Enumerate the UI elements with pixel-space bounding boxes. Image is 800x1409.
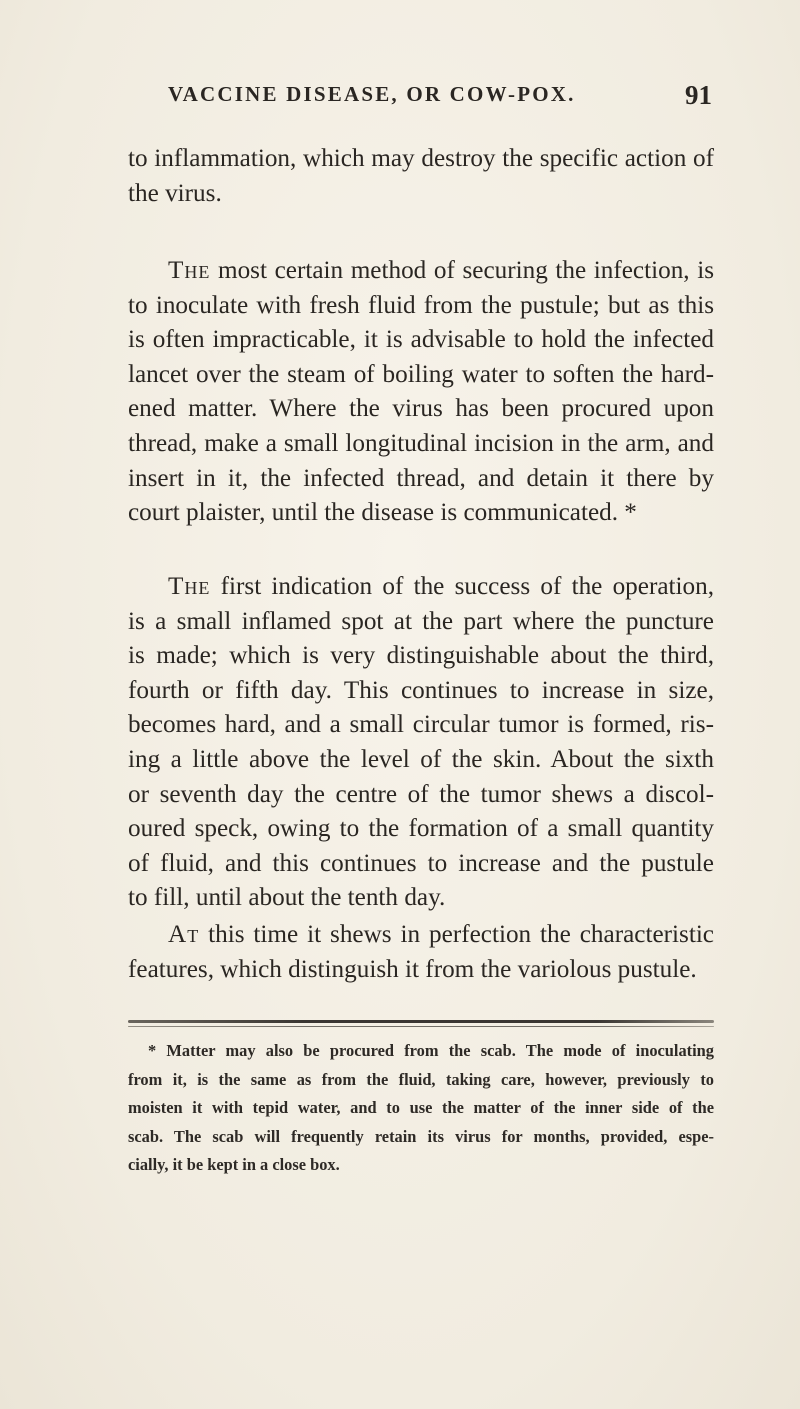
paragraph-3 — [128, 570, 714, 916]
text-run: first indication of the success of the operation, — [210, 573, 714, 600]
running-head — [120, 82, 720, 118]
text-line — [128, 254, 714, 289]
paragraph-lead: The — [168, 257, 211, 284]
text-line: court plaister, until the disease is communicated. * — [128, 499, 637, 527]
page-number: 91 — [685, 80, 712, 110]
text-line: lancet over the steam of boiling water to soften the hard- — [128, 360, 714, 388]
footnote — [128, 1037, 714, 1180]
text-line: the virus. — [128, 179, 222, 207]
paragraph-lead: At — [168, 921, 200, 948]
text-line: features, which distinguish it from the variolous pustule. — [128, 955, 697, 983]
text-line: to inflammation, which may destroy the specific action of — [128, 145, 714, 172]
footnote-line: cially, it be kept in a close box. — [128, 1155, 340, 1174]
running-title: VACCINE DISEASE, OR COW-POX. — [168, 82, 576, 106]
footnote-rule-secondary — [128, 1026, 714, 1027]
footnote-line: scab. The scab will frequently retain its virus for months, provided, espe- — [128, 1126, 714, 1146]
text-line: to fill, until about the tenth day. — [128, 884, 446, 912]
footnote-line: moisten it with tepid water, and to use the matter of the inner side of the — [128, 1098, 714, 1117]
text-line — [128, 918, 714, 953]
text-line: oured speck, owing to the formation of a small quantity — [128, 815, 714, 843]
text-line: fourth or fifth day. This continues to increase in size, — [128, 676, 714, 704]
text-line: is made; which is very distinguishable about the third, — [128, 642, 714, 670]
paragraph-lead: The — [168, 573, 211, 600]
text-line — [128, 570, 714, 605]
paragraph-2 — [128, 254, 714, 531]
text-line: ened matter. Where the virus has been procured upon — [128, 395, 714, 423]
text-run: most certain method of securing the infection, is — [210, 257, 714, 284]
paragraph-1 — [128, 142, 714, 211]
text-line: is a small inflamed spot at the part where the puncture — [128, 607, 714, 635]
text-line: or seventh day the centre of the tumor shews a discol- — [128, 780, 714, 808]
paragraph-4 — [128, 918, 714, 987]
text-line: becomes hard, and a small circular tumor is formed, ris- — [128, 711, 714, 739]
footnote-rule — [128, 1020, 714, 1023]
text-line: to inoculate with fresh fluid from the pustule; but as this — [128, 291, 714, 319]
text-line: is often impracticable, it is advisable to hold the infected — [128, 326, 714, 354]
text-line: of fluid, and this continues to increase and the pustule — [128, 849, 714, 877]
text-run: this time it shews in perfection the characteristic — [199, 921, 714, 948]
text-line: ing a little above the level of the skin. About the sixth — [128, 745, 714, 773]
footnote-line: from it, is the same as from the fluid, taking care, however, previously to — [128, 1069, 714, 1089]
text-line: thread, make a small longitudinal incision in the arm, and — [128, 429, 714, 457]
text-line: insert in it, the infected thread, and detain it there by — [128, 464, 714, 492]
footnote-line: * Matter may also be procured from the scab. The mode of inoculating — [148, 1041, 714, 1060]
